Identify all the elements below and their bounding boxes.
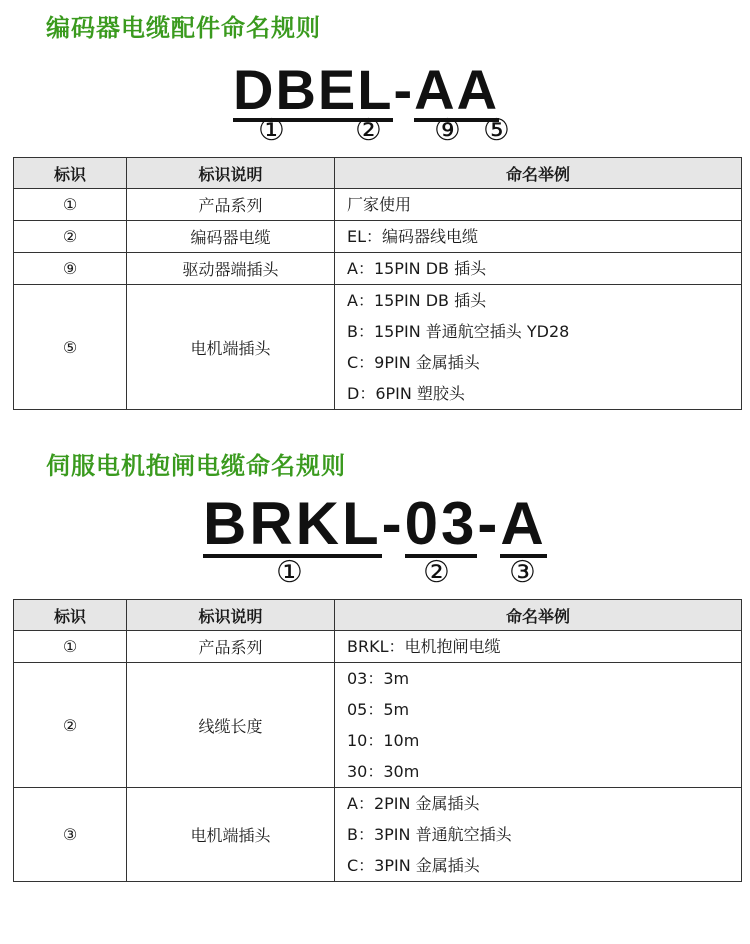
section1-title: 编码器电缆配件命名规则	[46, 14, 321, 42]
table-row	[14, 663, 742, 788]
row-desc: 产品系列	[127, 189, 335, 221]
row-example: 03：3m	[347, 669, 410, 688]
row-example: EL：编码器线电缆	[347, 227, 479, 246]
row-example: 10：10m	[347, 731, 420, 750]
row-id: ②	[14, 663, 127, 788]
marker-2: ②	[423, 555, 450, 590]
marker-1: ①	[276, 555, 303, 590]
row-example: B：15PIN 普通航空插头 YD28	[347, 322, 570, 341]
table-row	[14, 285, 742, 410]
section2-title: 伺服电机抱闸电缆命名规则	[46, 452, 346, 480]
header-desc: 标识说明	[127, 158, 335, 189]
header-desc: 标识说明	[127, 600, 335, 631]
code-part-3: A	[500, 490, 547, 557]
marker-1: ①	[258, 113, 285, 148]
header-id: 标识	[14, 600, 127, 631]
marker-9: ⑨	[434, 113, 461, 148]
row-example: C：3PIN 金属插头	[347, 856, 480, 875]
section2-code	[203, 490, 547, 558]
row-example: D：6PIN 塑胶头	[347, 384, 465, 403]
row-desc: 编码器电缆	[127, 221, 335, 253]
row-desc: 产品系列	[127, 631, 335, 663]
table-row	[14, 253, 742, 285]
marker-5: ⑤	[483, 113, 510, 148]
code-part-2: 03	[404, 490, 478, 557]
row-example: A：2PIN 金属插头	[347, 794, 480, 813]
row-id: ①	[14, 189, 127, 221]
header-examples: 命名举例	[335, 600, 742, 631]
row-id: ⑤	[14, 285, 127, 410]
row-id: ①	[14, 631, 127, 663]
row-example: BRKL：电机抱闸电缆	[347, 637, 501, 656]
row-desc: 电机端插头	[127, 285, 335, 410]
code-part-1: BRKL	[203, 490, 382, 557]
row-example: 05：5m	[347, 700, 410, 719]
row-example: C：9PIN 金属插头	[347, 353, 480, 372]
row-example: B：3PIN 普通航空插头	[347, 825, 512, 844]
row-id: ③	[14, 788, 127, 882]
table-row	[14, 788, 742, 882]
code-part-4: A	[456, 58, 500, 121]
section1-table	[13, 157, 742, 410]
row-id: ②	[14, 221, 127, 253]
code-part-1: DB	[233, 58, 318, 121]
row-example: 厂家使用	[347, 195, 412, 214]
row-id: ⑨	[14, 253, 127, 285]
table-row	[14, 631, 742, 663]
row-example: A：15PIN DB 插头	[347, 259, 487, 278]
table-row	[14, 221, 742, 253]
marker-3: ③	[509, 555, 536, 590]
code-sep: -	[477, 490, 501, 557]
code-part-2: EL	[317, 58, 394, 121]
code-sep: -	[381, 490, 405, 557]
row-example: A：15PIN DB 插头	[347, 291, 487, 310]
header-id: 标识	[14, 158, 127, 189]
section2-table	[13, 599, 742, 882]
marker-2: ②	[355, 113, 382, 148]
table-row	[14, 189, 742, 221]
table-header-row	[14, 600, 742, 631]
row-desc: 电机端插头	[127, 788, 335, 882]
row-desc: 驱动器端插头	[127, 253, 335, 285]
code-sep: -	[393, 58, 415, 121]
code-part-3: A	[414, 58, 457, 121]
row-desc: 线缆长度	[127, 663, 335, 788]
row-example: 30：30m	[347, 762, 420, 781]
table-header-row	[14, 158, 742, 189]
header-examples: 命名举例	[335, 158, 742, 189]
